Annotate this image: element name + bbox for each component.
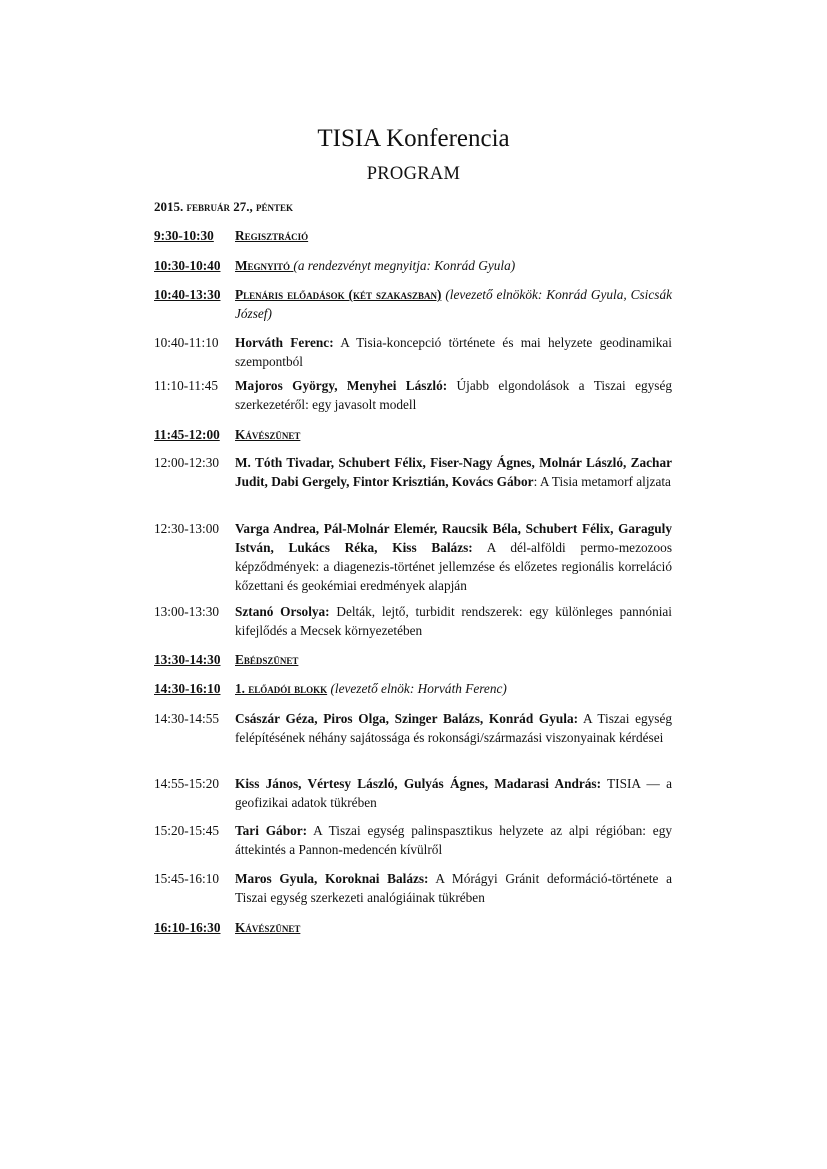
section-time: 14:30-16:10 xyxy=(154,681,221,696)
document-title: TISIA Konferencia xyxy=(317,125,510,152)
talk-authors: Maros Gyula, Koroknai Balázs: xyxy=(235,871,429,886)
program-talk xyxy=(154,376,672,414)
talk-title: A Tisia-koncepció története és mai helyzete geodinamikai szempontból xyxy=(235,335,672,369)
program-section xyxy=(154,650,672,669)
program-section xyxy=(154,679,672,698)
section-label: Plenáris előadások (két szakaszban) xyxy=(235,287,442,302)
section-time: 13:30-14:30 xyxy=(154,652,221,667)
section-label: Regisztráció xyxy=(235,228,309,243)
talk-time: 11:10-11:45 xyxy=(154,378,219,393)
talk-time: 12:30-13:00 xyxy=(154,521,220,536)
talk-authors: Majoros György, Menyhei László: xyxy=(235,378,448,393)
talk-time: 13:00-13:30 xyxy=(154,604,220,619)
program-talk xyxy=(154,821,672,859)
section-label: Kávészünet xyxy=(235,920,301,935)
program-talk xyxy=(154,519,672,595)
talk-title: A Tiszai egység felépítésének néhány sajátossága és rokonsági/származási viszonyainak kérdései xyxy=(235,711,673,745)
talk-title: TISIA — a geofizikai adatok tükrében xyxy=(235,776,672,810)
section-note: (a rendezvényt megnyitja: Konrád Gyula) xyxy=(293,258,516,273)
program-talk xyxy=(154,333,672,371)
talk-authors: Tari Gábor: xyxy=(235,823,308,838)
section-label: Megnyitó xyxy=(235,258,291,273)
talk-title: A Tiszai egység palinspasztikus helyzete az alpi régióban: egy áttekintés a Pannon-medencén kívülről xyxy=(235,823,672,857)
section-label: 1. előadói blokk xyxy=(235,681,328,696)
talk-time: 14:30-14:55 xyxy=(154,711,220,726)
talk-authors: Kiss János, Vértesy László, Gulyás Ágnes, Madarasi András: xyxy=(235,776,602,791)
talk-title: A dél-alföldi permo-mezozoos képződmények: a diagenezis-történet jellemzése és előzetes regionális korreláció kőzettani és geokémiai eredmények alapján xyxy=(235,540,672,593)
program-talk xyxy=(154,709,672,747)
talk-authors: Varga Andrea, Pál-Molnár Elemér, Raucsik Béla, Schubert Félix, Garaguly István, Lukács Réka, Kiss Balázs: xyxy=(235,521,672,555)
program-section xyxy=(154,425,672,444)
talk-title: Delták, lejtő, turbidit rendszerek: egy különleges pannóniai kifejlődés a Mecsek környezetében xyxy=(235,604,673,638)
program-section xyxy=(154,918,672,937)
program-section xyxy=(154,256,672,275)
talk-authors: Sztanó Orsolya: xyxy=(235,604,330,619)
section-time: 9:30-10:30 xyxy=(154,228,214,243)
talk-time: 10:40-11:10 xyxy=(154,335,219,350)
talk-title: Újabb elgondolások a Tiszai egység szerkezetéről: egy javasolt modell xyxy=(235,378,673,412)
section-note: (levezető elnökök: Konrád Gyula, Csicsák József) xyxy=(235,287,672,321)
talk-time: 15:20-15:45 xyxy=(154,823,220,838)
section-time: 10:40-13:30 xyxy=(154,287,221,302)
section-time: 10:30-10:40 xyxy=(154,258,221,273)
program-talk xyxy=(154,869,672,907)
talk-title: A Mórágyi Gránit deformáció-története a Tiszai egység szerkezeti analógiáinak tükrében xyxy=(235,871,672,905)
talk-time: 14:55-15:20 xyxy=(154,776,220,791)
program-section xyxy=(154,226,672,245)
program-talk xyxy=(154,453,672,491)
program-section xyxy=(154,285,672,323)
section-time: 11:45-12:00 xyxy=(154,427,220,442)
talk-authors: M. Tóth Tivadar, Schubert Félix, Fiser-Nagy Ágnes, Molnár László, Zachar Judit, Dabi Gergely, Fintor Krisztián, Kovács Gábor xyxy=(235,455,672,489)
program-talk xyxy=(154,774,672,812)
section-note: (levezető elnök: Horváth Ferenc) xyxy=(330,681,507,696)
program-date: 2015. február 27., péntek xyxy=(154,199,294,214)
program-talk xyxy=(154,602,672,640)
document-subtitle: PROGRAM xyxy=(366,164,461,184)
talk-time: 12:00-12:30 xyxy=(154,455,220,470)
section-label: Ebédszünet xyxy=(235,652,299,667)
talk-time: 15:45-16:10 xyxy=(154,871,220,886)
talk-title: : A Tisia metamorf aljzata xyxy=(533,474,671,489)
talk-authors: Horváth Ferenc: xyxy=(235,335,334,350)
talk-authors: Császár Géza, Piros Olga, Szinger Balázs, Konrád Gyula: xyxy=(235,711,579,726)
section-label: Kávészünet xyxy=(235,427,301,442)
section-time: 16:10-16:30 xyxy=(154,920,221,935)
